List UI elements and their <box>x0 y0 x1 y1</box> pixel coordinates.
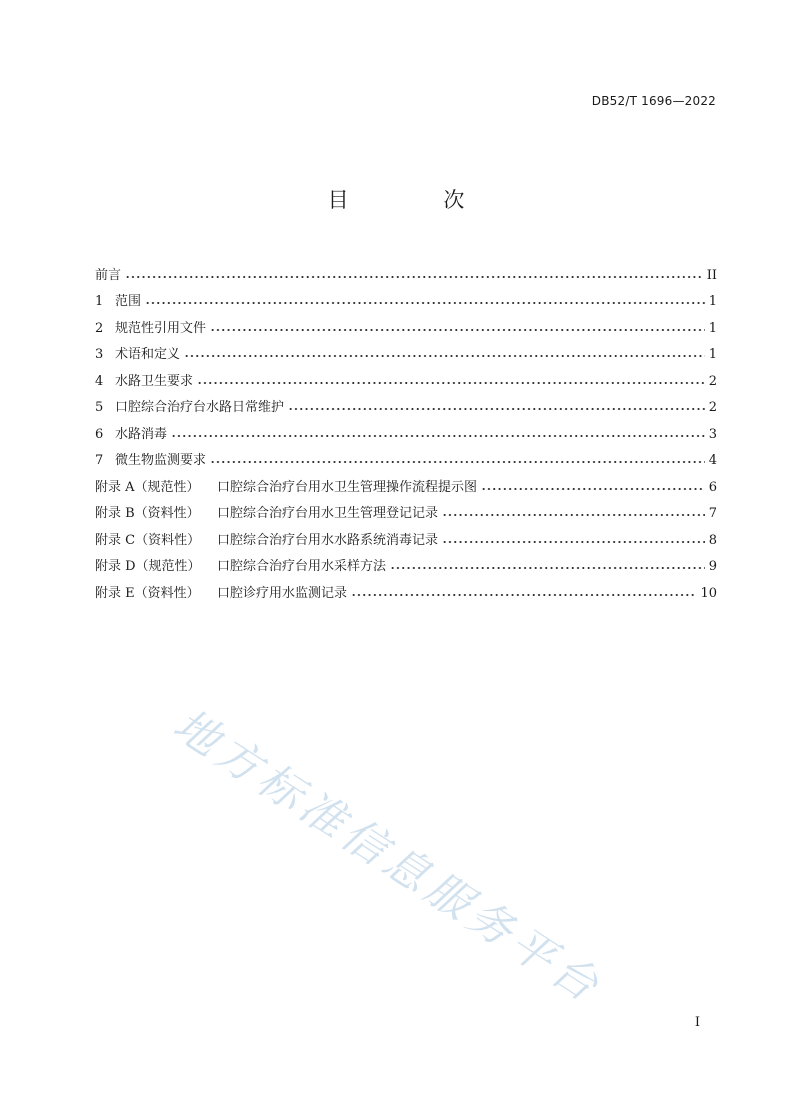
appendix-prefix: 附录 B（资料性） <box>95 506 200 521</box>
toc-entry-label: 规范性引用文件 <box>115 320 207 336</box>
toc-entry-label: 口腔综合治疗台水路日常维护 <box>115 400 285 415</box>
toc-entry-number: 6 <box>95 426 104 442</box>
appendix-page: 10 <box>700 585 717 601</box>
toc-entry-page: 3 <box>708 426 717 442</box>
watermark: 地方标准信息服务平台 <box>164 699 612 1015</box>
appendix-page: 7 <box>708 506 717 521</box>
toc-entry-2[interactable] <box>95 309 717 336</box>
table-of-contents <box>95 256 717 601</box>
toc-entry-page: II <box>706 267 717 283</box>
leader-dots <box>481 479 705 491</box>
toc-entry-page: 2 <box>708 400 717 415</box>
appendix-page: 8 <box>708 532 717 548</box>
toc-entry-page: 2 <box>708 373 717 389</box>
appendix-page: 9 <box>708 559 717 574</box>
toc-entry-label: 术语和定义 <box>115 347 181 362</box>
toc-entry-number: 1 <box>95 294 104 309</box>
toc-entry-number: 3 <box>95 347 104 362</box>
leader-dots <box>351 585 696 597</box>
toc-entry-6[interactable] <box>95 415 717 442</box>
leader-dots <box>390 558 705 570</box>
toc-entry-number: 4 <box>95 373 104 389</box>
appendix-prefix: 附录 A（规范性） <box>95 479 200 495</box>
leader-dots <box>442 532 705 544</box>
leader-dots <box>145 293 705 305</box>
toc-entry-number: 5 <box>95 400 104 415</box>
toc-entry-7[interactable] <box>95 442 717 469</box>
toc-entry-1[interactable] <box>95 283 717 310</box>
toc-entry-label: 水路消毒 <box>115 426 168 442</box>
toc-entry-number: 2 <box>95 320 104 336</box>
appendix-prefix: 附录 E（资料性） <box>95 585 200 601</box>
appendix-label: 口腔综合治疗台用水采样方法 <box>217 559 387 574</box>
toc-entry-label: 微生物监测要求 <box>115 453 207 468</box>
leader-dots <box>184 346 705 358</box>
toc-entry-5[interactable] <box>95 389 717 416</box>
toc-entry-number: 7 <box>95 453 104 468</box>
toc-entry-label: 范围 <box>115 294 142 309</box>
toc-appendix-b[interactable] <box>95 495 717 522</box>
toc-entry-page: 1 <box>708 347 717 362</box>
leader-dots <box>125 267 703 279</box>
appendix-label: 口腔综合治疗台用水水路系统消毒记录 <box>217 532 439 548</box>
leader-dots <box>288 399 705 411</box>
toc-entry-label: 前言 <box>95 267 122 283</box>
appendix-label: 口腔诊疗用水监测记录 <box>217 585 348 601</box>
toc-entry-label: 水路卫生要求 <box>115 373 194 389</box>
toc-appendix-c[interactable] <box>95 521 717 548</box>
toc-entry-4[interactable] <box>95 362 717 389</box>
page-number: I <box>694 1015 700 1030</box>
toc-appendix-d[interactable] <box>95 548 717 575</box>
leader-dots <box>171 426 705 438</box>
toc-entry-3[interactable] <box>95 336 717 363</box>
standard-code: DB52/T 1696—2022 <box>591 94 716 108</box>
appendix-prefix: 附录 C（资料性） <box>95 532 201 548</box>
leader-dots <box>442 505 705 517</box>
appendix-label: 口腔综合治疗台用水卫生管理操作流程提示图 <box>217 479 478 495</box>
toc-entry-page: 1 <box>708 294 717 309</box>
toc-appendix-a[interactable] <box>95 468 717 495</box>
appendix-label: 口腔综合治疗台用水卫生管理登记记录 <box>217 506 439 521</box>
toc-entry-page: 1 <box>708 320 717 336</box>
appendix-page: 6 <box>708 479 717 495</box>
toc-entry-foreword[interactable] <box>95 256 717 283</box>
appendix-prefix: 附录 D（规范性） <box>95 559 201 574</box>
toc-appendix-e[interactable] <box>95 574 717 601</box>
toc-title: 目 次 <box>327 188 509 212</box>
leader-dots <box>197 373 705 385</box>
leader-dots <box>210 320 705 332</box>
leader-dots <box>210 452 705 464</box>
toc-entry-page: 4 <box>708 453 717 468</box>
